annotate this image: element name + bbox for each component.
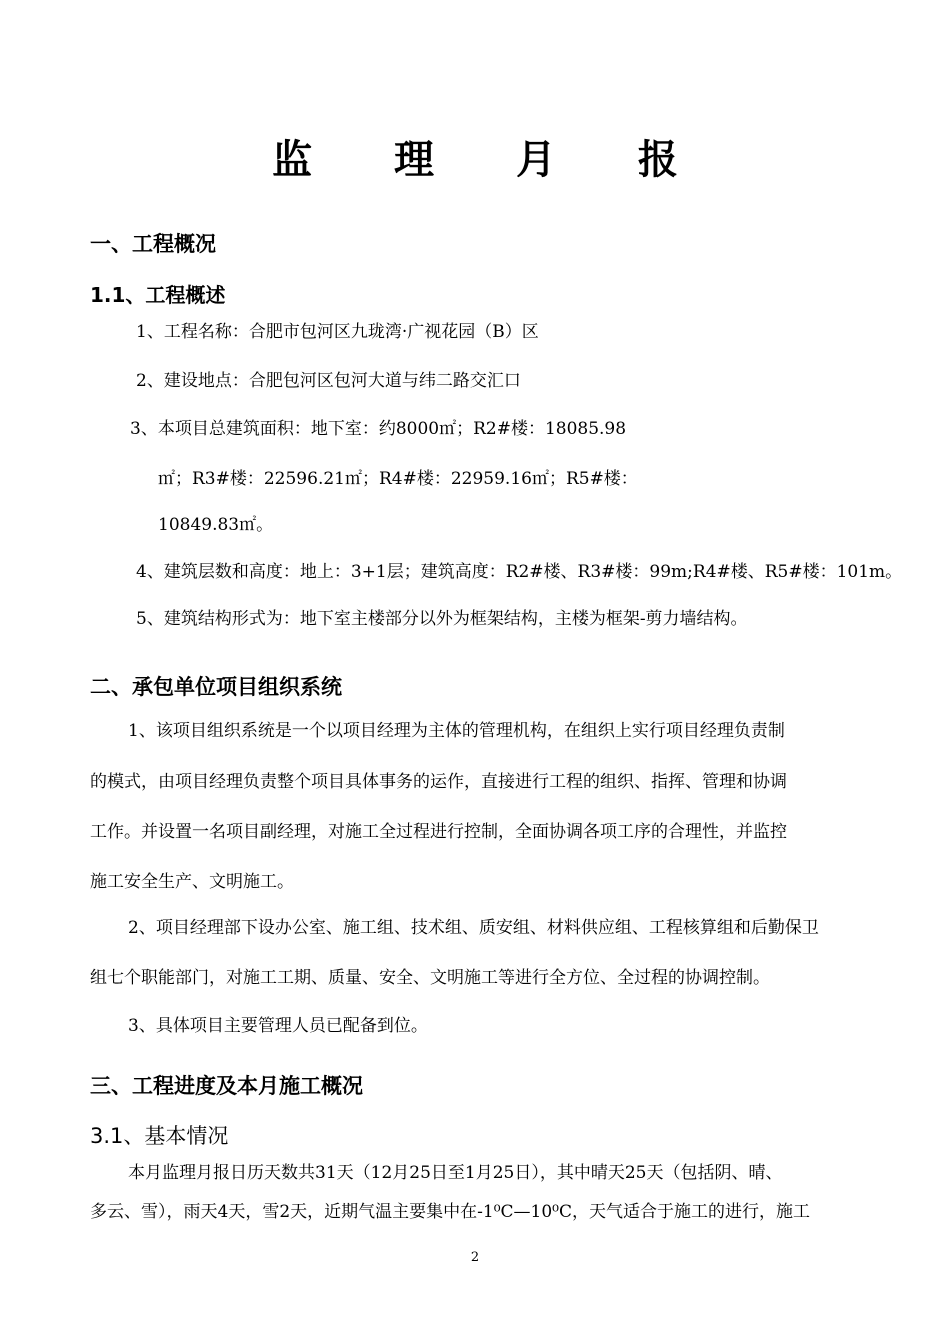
project-area-line-1: 3、本项目总建筑面积：地下室：约8000㎡；R2#楼：18085.98 <box>130 419 627 439</box>
project-height-line: 4、建筑层数和高度：地上：3+1层；建筑高度：R2#楼、R3#楼：99m;R4#楼、R5#楼：101m。 <box>136 562 903 582</box>
section-1-1-heading: 1.1、工程概述 <box>90 283 226 307</box>
org-paragraph-1-line-2: 的模式，由项目经理负责整个项目具体事务的运作，直接进行工程的组织、指挥、管理和协调 <box>90 772 787 792</box>
project-area-line-3: 10849.83㎡。 <box>158 515 274 535</box>
page-title: 监 理 月 报 <box>272 137 712 183</box>
project-location-line: 2、建设地点：合肥包河区包河大道与纬二路交汇口 <box>136 371 521 391</box>
section-1-heading: 一、工程概况 <box>90 232 216 256</box>
basic-info-line-1: 本月监理月报日历天数共31天（12月25日至1月25日），其中晴天25天（包括阴、晴、 <box>128 1163 783 1183</box>
org-paragraph-3: 3、具体项目主要管理人员已配备到位。 <box>128 1016 428 1036</box>
org-paragraph-2-line-2: 组七个职能部门，对施工工期、质量、安全、文明施工等进行全方位、全过程的协调控制。 <box>90 968 770 988</box>
project-name-line: 1、工程名称：合肥市包河区九珑湾·广视花园（B）区 <box>136 322 539 342</box>
org-paragraph-2-line-1: 2、项目经理部下设办公室、施工组、技术组、质安组、材料供应组、工程核算组和后勤保卫 <box>128 918 819 938</box>
section-2-heading: 二、承包单位项目组织系统 <box>90 675 342 699</box>
org-paragraph-1-line-1: 1、该项目组织系统是一个以项目经理为主体的管理机构，在组织上实行项目经理负责制 <box>128 721 785 741</box>
project-area-line-2: ㎡；R3#楼：22596.21㎡；R4#楼：22959.16㎡；R5#楼： <box>158 469 638 489</box>
section-3-heading: 三、工程进度及本月施工概况 <box>90 1074 363 1098</box>
page-number: 2 <box>470 1250 480 1265</box>
section-3-1-heading: 3.1、基本情况 <box>90 1124 229 1148</box>
org-paragraph-1-line-4: 施工安全生产、文明施工。 <box>90 872 294 892</box>
project-structure-line: 5、建筑结构形式为：地下室主楼部分以外为框架结构，主楼为框架-剪力墙结构。 <box>136 609 748 629</box>
org-paragraph-1-line-3: 工作。并设置一名项目副经理，对施工全过程进行控制，全面协调各项工序的合理性，并监控 <box>90 822 787 842</box>
basic-info-line-2: 多云、雪），雨天4天，雪2天，近期气温主要集中在-1⁰C—10⁰C，天气适合于施工的进行，施工 <box>90 1202 810 1222</box>
